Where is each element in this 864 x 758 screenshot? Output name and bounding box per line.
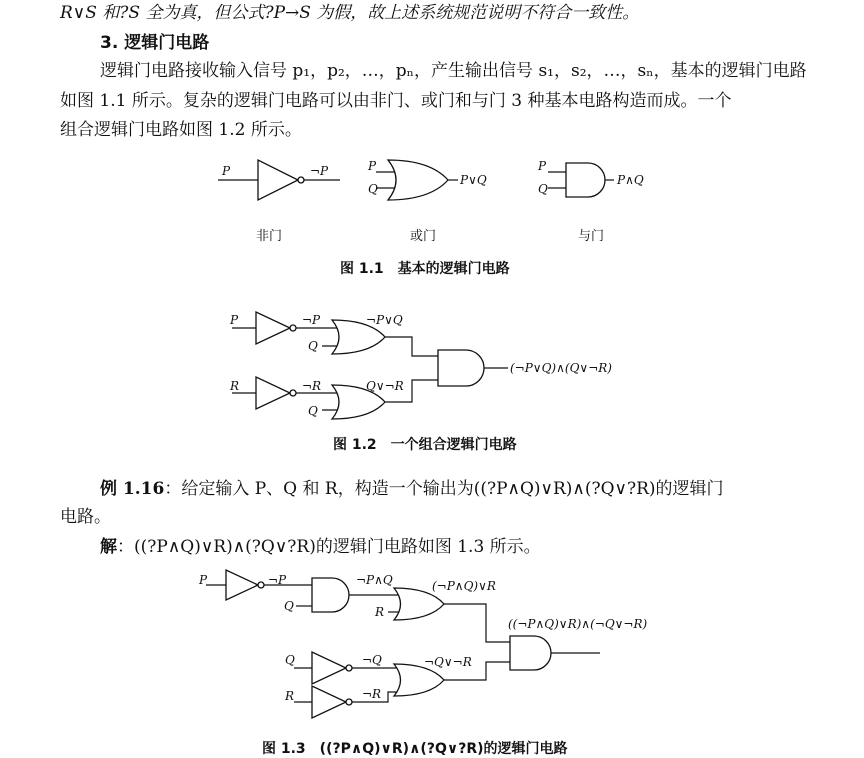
fig2-or2-output: Q∨¬R xyxy=(366,379,404,393)
fig2-input-q1: Q xyxy=(308,339,318,353)
fig3-input-r1: R xyxy=(375,605,385,619)
fig3-not-q: ¬Q xyxy=(362,653,382,667)
paragraph-line-1: 逻辑门电路接收输入信号 p₁，p₂，…，pₙ，产生输出信号 s₁，s₂，…，sₙ，基本的逻辑门电路 xyxy=(100,61,807,81)
and-gate xyxy=(510,636,551,670)
fig1-or-input-1: P xyxy=(368,159,377,173)
and-gate xyxy=(312,578,349,612)
fig1-or-input-2: Q xyxy=(368,182,378,196)
fig2-input-q2: Q xyxy=(308,404,318,418)
fig1-and-output: P∧Q xyxy=(617,173,644,187)
fig3-and1-output: ¬P∧Q xyxy=(356,573,393,587)
not-gate xyxy=(312,652,346,684)
fig2-input-p: P xyxy=(230,313,239,327)
section-heading: 3. 逻辑门电路 xyxy=(100,33,210,53)
fig3-input-p: P xyxy=(199,573,208,587)
fig3-not-r: ¬R xyxy=(362,687,382,701)
fig2-final-output: (¬P∨Q)∧(Q∨¬R) xyxy=(510,361,612,375)
example-label: 例 1.16 xyxy=(100,479,165,499)
fig3-or2-output: ¬Q∨¬R xyxy=(424,655,472,669)
fig1-not-label: 非门 xyxy=(256,229,283,244)
figure-1-3-caption: 图 1.3 ((?P∧Q)∨R)∧(?Q∨?R)的逻辑门电路 xyxy=(262,741,568,757)
fig1-not-output: ¬P xyxy=(310,164,329,178)
fig2-or1-output: ¬P∨Q xyxy=(366,313,403,327)
figure-1-2-caption: 图 1.2 一个组合逻辑门电路 xyxy=(333,437,517,453)
example-line-2: 电路。 xyxy=(60,507,111,527)
fig1-and-input-1: P xyxy=(538,159,547,173)
fig3-input-q2: Q xyxy=(285,653,295,667)
paragraph-line-3: 组合逻辑门电路如图 1.2 所示。 xyxy=(60,120,302,140)
fig3-not-p: ¬P xyxy=(268,573,287,587)
fig3-or1-output: (¬P∧Q)∨R xyxy=(432,579,496,593)
top-line: R∨S 和?S 全为真，但公式?P→S 为假，故上述系统规范说明不符合一致性。 xyxy=(60,3,640,23)
solution-text: ：((?P∧Q)∨R)∧(?Q∨?R)的逻辑门电路如图 1.3 所示。 xyxy=(117,537,541,557)
not-gate xyxy=(312,686,346,718)
figure-1-1-caption: 图 1.1 基本的逻辑门电路 xyxy=(340,261,510,277)
fig1-and-input-2: Q xyxy=(538,182,548,196)
fig1-not-input: P xyxy=(222,164,231,178)
fig2-input-r: R xyxy=(230,379,240,393)
fig2-not-r: ¬R xyxy=(302,379,322,393)
fig1-or-label: 或门 xyxy=(410,229,437,244)
fig2-not-p: ¬P xyxy=(302,313,321,327)
not-gate xyxy=(226,570,258,600)
fig3-input-r2: R xyxy=(285,689,295,703)
fig1-or-output: P∨Q xyxy=(460,173,487,187)
example-text: ：给定输入 P、Q 和 R，构造一个输出为((?P∧Q)∨R)∧(?Q∨?R)的逻辑门 xyxy=(164,479,724,499)
fig3-final-output: ((¬P∧Q)∨R)∧(¬Q∨¬R) xyxy=(508,617,648,631)
solution-label: 解 xyxy=(100,537,117,557)
fig1-and-label: 与门 xyxy=(578,229,605,244)
fig3-input-q1: Q xyxy=(284,599,294,613)
paragraph-line-2: 如图 1.1 所示。复杂的逻辑门电路可以由非门、或门和与门 3 种基本电路构造而成。一个 xyxy=(60,91,732,111)
